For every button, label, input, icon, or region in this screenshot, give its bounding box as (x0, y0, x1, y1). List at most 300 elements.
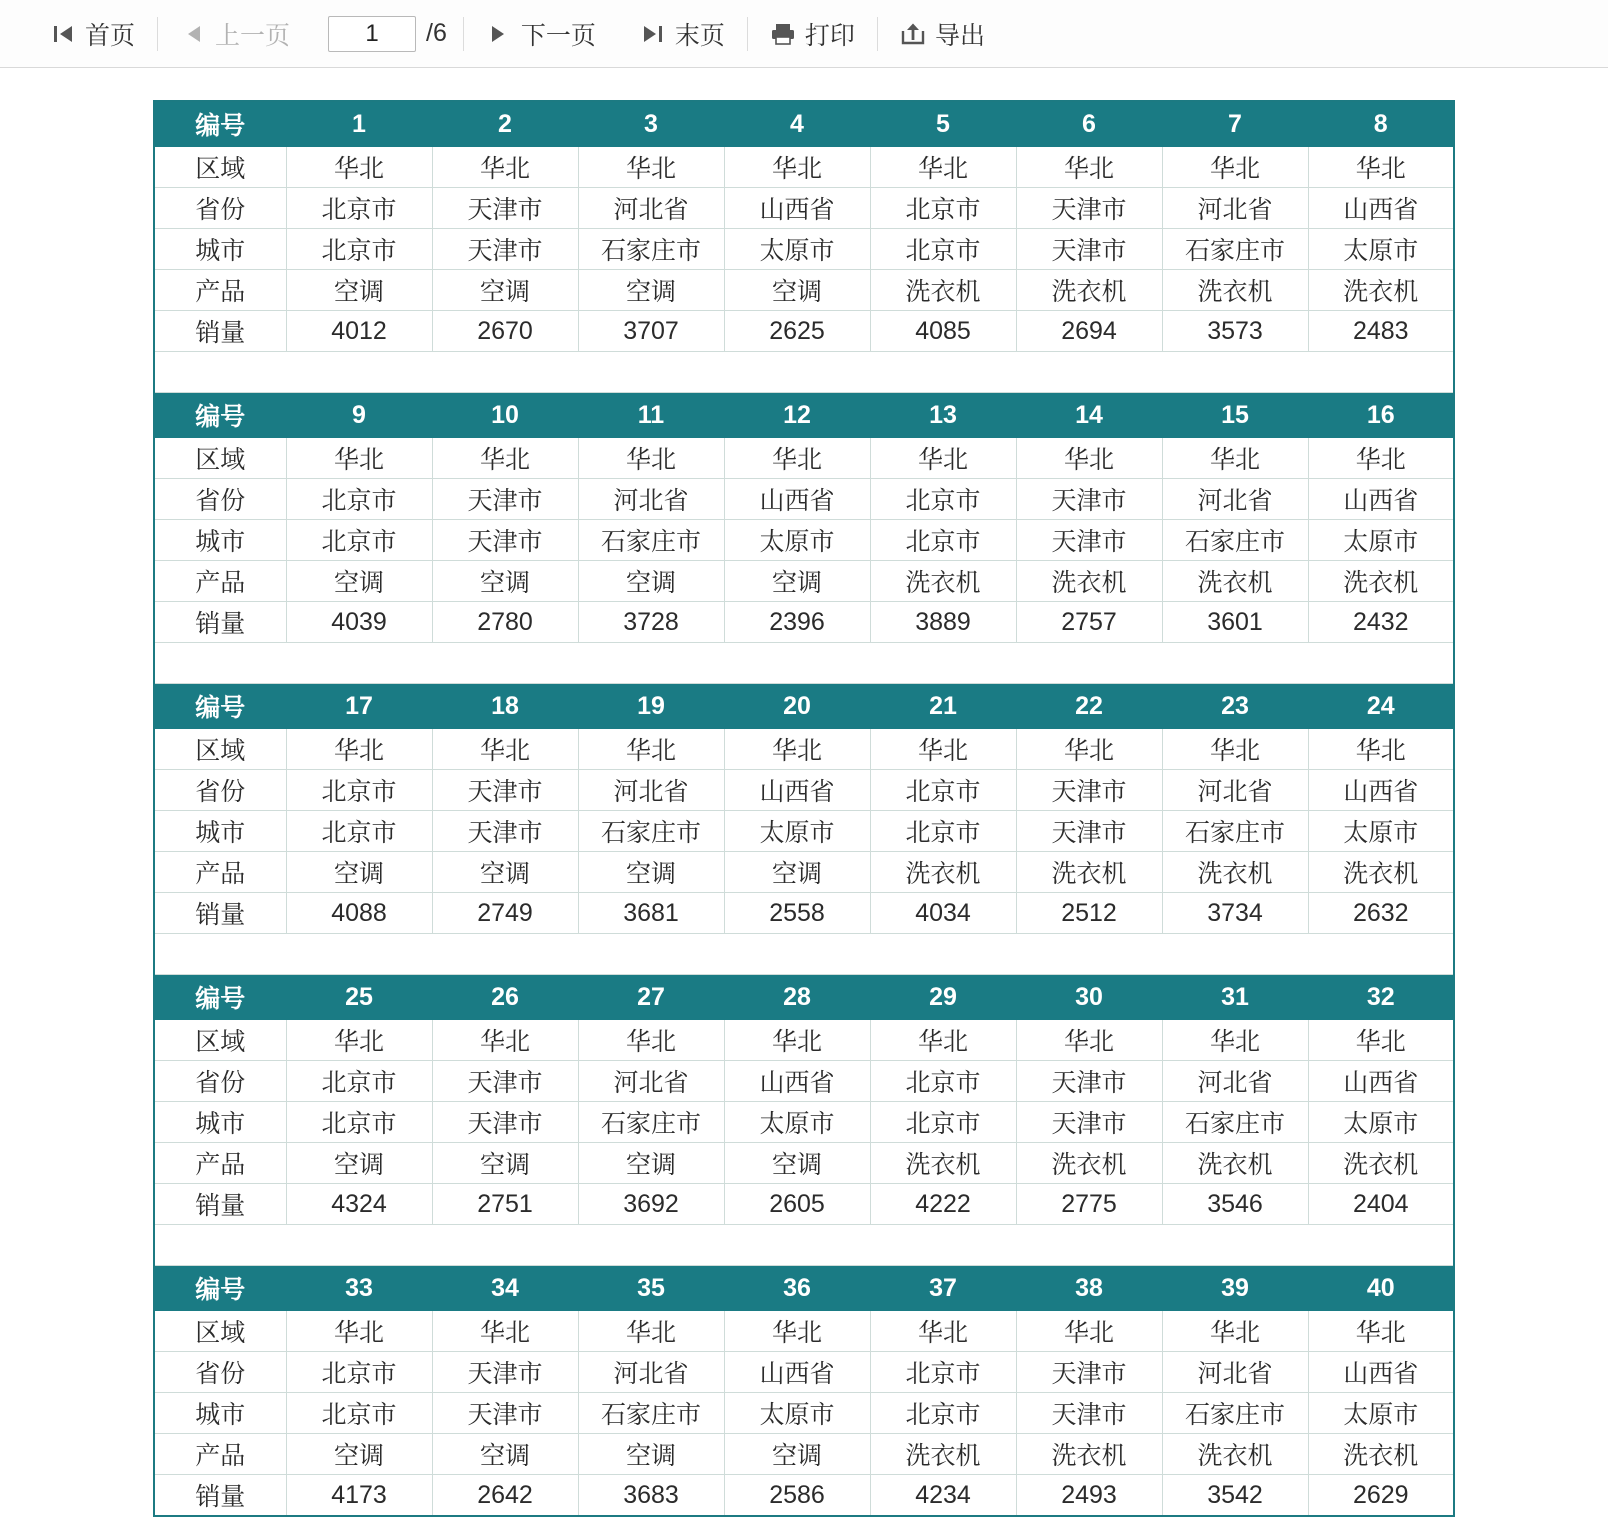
data-cell: 北京市 (286, 520, 432, 561)
data-cell: 山西省 (724, 188, 870, 229)
table-row (154, 229, 1454, 270)
table-row (154, 602, 1454, 643)
data-cell: 2780 (432, 602, 578, 643)
data-cell: 河北省 (578, 1061, 724, 1102)
data-cell: 天津市 (432, 520, 578, 561)
data-cell: 华北 (578, 1020, 724, 1061)
data-cell: 太原市 (724, 1102, 870, 1143)
data-cell: 2493 (1016, 1475, 1162, 1517)
row-label-cell: 省份 (154, 188, 286, 229)
data-cell: 洗衣机 (1162, 1143, 1308, 1184)
data-cell: 太原市 (1308, 520, 1454, 561)
table-row (154, 852, 1454, 893)
data-cell: 石家庄市 (1162, 520, 1308, 561)
data-cell: 空调 (724, 852, 870, 893)
column-number-cell: 27 (578, 975, 724, 1020)
row-label-cell: 销量 (154, 1184, 286, 1225)
column-number-cell: 20 (724, 684, 870, 729)
data-cell: 北京市 (286, 1393, 432, 1434)
data-cell: 洗衣机 (1308, 1143, 1454, 1184)
data-cell: 2432 (1308, 602, 1454, 643)
row-label-cell: 省份 (154, 770, 286, 811)
data-cell: 华北 (724, 1020, 870, 1061)
data-cell: 河北省 (578, 1352, 724, 1393)
column-number-cell: 26 (432, 975, 578, 1020)
table-row (154, 1393, 1454, 1434)
export-button[interactable] (878, 12, 1007, 56)
page-number-group (312, 16, 463, 52)
column-number-cell: 37 (870, 1266, 1016, 1311)
row-label-cell: 编号 (154, 684, 286, 729)
data-cell: 华北 (1016, 147, 1162, 188)
group-separator (154, 934, 1454, 975)
data-cell: 华北 (724, 147, 870, 188)
page-total-label: /6 (426, 19, 447, 47)
data-cell: 2775 (1016, 1184, 1162, 1225)
table-header-row (154, 975, 1454, 1020)
data-cell: 空调 (286, 1434, 432, 1475)
data-cell: 洗衣机 (870, 1434, 1016, 1475)
data-cell: 北京市 (870, 811, 1016, 852)
data-cell: 北京市 (286, 188, 432, 229)
row-label-cell: 城市 (154, 229, 286, 270)
export-label: 导出 (934, 21, 985, 50)
data-cell: 天津市 (432, 229, 578, 270)
column-number-cell: 11 (578, 393, 724, 438)
table-row (154, 561, 1454, 602)
data-cell: 石家庄市 (578, 1102, 724, 1143)
row-label-cell: 产品 (154, 1143, 286, 1184)
column-number-cell: 36 (724, 1266, 870, 1311)
data-cell: 北京市 (286, 479, 432, 520)
data-cell: 洗衣机 (1016, 852, 1162, 893)
data-cell: 山西省 (1308, 770, 1454, 811)
data-cell: 天津市 (432, 1102, 578, 1143)
data-cell: 2605 (724, 1184, 870, 1225)
data-cell: 河北省 (1162, 188, 1308, 229)
data-cell: 河北省 (1162, 1061, 1308, 1102)
column-number-cell: 17 (286, 684, 432, 729)
data-cell: 2558 (724, 893, 870, 934)
data-cell: 2670 (432, 311, 578, 352)
data-cell: 2642 (432, 1475, 578, 1517)
table-row (154, 311, 1454, 352)
data-cell: 4222 (870, 1184, 1016, 1225)
data-cell: 空调 (286, 270, 432, 311)
data-cell: 空调 (432, 561, 578, 602)
data-cell: 华北 (1016, 729, 1162, 770)
column-number-cell: 3 (578, 101, 724, 147)
table-row (154, 1475, 1454, 1517)
data-cell: 北京市 (286, 1352, 432, 1393)
data-cell: 空调 (286, 852, 432, 893)
report-toolbar (0, 0, 1608, 68)
sales-report-table (153, 100, 1455, 1517)
data-cell: 2483 (1308, 311, 1454, 352)
data-cell: 华北 (578, 1311, 724, 1352)
data-cell: 华北 (1162, 729, 1308, 770)
data-cell: 空调 (432, 1143, 578, 1184)
data-cell: 太原市 (724, 1393, 870, 1434)
data-cell: 华北 (286, 147, 432, 188)
data-cell: 北京市 (870, 520, 1016, 561)
data-cell: 空调 (724, 1143, 870, 1184)
data-cell: 华北 (432, 147, 578, 188)
data-cell: 4012 (286, 311, 432, 352)
data-cell: 太原市 (724, 811, 870, 852)
first-page-label: 首页 (85, 21, 136, 50)
print-label: 打印 (804, 21, 855, 50)
row-label-cell: 省份 (154, 479, 286, 520)
row-label-cell: 城市 (154, 520, 286, 561)
data-cell: 石家庄市 (578, 520, 724, 561)
data-cell: 华北 (1016, 1311, 1162, 1352)
table-row (154, 1102, 1454, 1143)
table-row (154, 438, 1454, 479)
row-label-cell: 编号 (154, 393, 286, 438)
data-cell: 空调 (724, 270, 870, 311)
group-separator-cell (154, 934, 1454, 975)
group-separator (154, 1225, 1454, 1266)
data-cell: 华北 (432, 1020, 578, 1061)
data-cell: 太原市 (1308, 1102, 1454, 1143)
data-cell: 石家庄市 (1162, 811, 1308, 852)
table-header-row (154, 393, 1454, 438)
row-label-cell: 编号 (154, 1266, 286, 1311)
data-cell: 太原市 (1308, 229, 1454, 270)
data-cell: 华北 (1162, 147, 1308, 188)
column-number-cell: 34 (432, 1266, 578, 1311)
data-cell: 天津市 (1016, 520, 1162, 561)
data-cell: 天津市 (1016, 1352, 1162, 1393)
column-number-cell: 24 (1308, 684, 1454, 729)
data-cell: 空调 (578, 1434, 724, 1475)
column-number-cell: 30 (1016, 975, 1162, 1020)
data-cell: 空调 (432, 1434, 578, 1475)
row-label-cell: 销量 (154, 602, 286, 643)
row-label-cell: 区域 (154, 1311, 286, 1352)
last-page-label: 末页 (674, 21, 725, 50)
table-row (154, 1311, 1454, 1352)
column-number-cell: 22 (1016, 684, 1162, 729)
data-cell: 华北 (1308, 147, 1454, 188)
data-cell: 3707 (578, 311, 724, 352)
next-page-button[interactable] (464, 12, 618, 56)
data-cell: 北京市 (286, 770, 432, 811)
data-cell: 华北 (578, 147, 724, 188)
data-cell: 3728 (578, 602, 724, 643)
row-label-cell: 编号 (154, 975, 286, 1020)
table-row (154, 770, 1454, 811)
group-separator-cell (154, 643, 1454, 684)
data-cell: 山西省 (724, 1352, 870, 1393)
data-cell: 天津市 (432, 1352, 578, 1393)
data-cell: 北京市 (870, 1102, 1016, 1143)
data-cell: 北京市 (870, 1393, 1016, 1434)
data-cell: 山西省 (1308, 479, 1454, 520)
column-number-cell: 32 (1308, 975, 1454, 1020)
data-cell: 华北 (1162, 1311, 1308, 1352)
data-cell: 华北 (1162, 438, 1308, 479)
next-page-label: 下一页 (520, 21, 596, 50)
page-number-input[interactable] (328, 16, 416, 52)
data-cell: 华北 (432, 1311, 578, 1352)
data-cell: 河北省 (578, 479, 724, 520)
next-page-icon (486, 21, 512, 47)
data-cell: 空调 (724, 561, 870, 602)
row-label-cell: 区域 (154, 729, 286, 770)
data-cell: 河北省 (578, 770, 724, 811)
data-cell: 2512 (1016, 893, 1162, 934)
column-number-cell: 7 (1162, 101, 1308, 147)
data-cell: 山西省 (1308, 1352, 1454, 1393)
data-cell: 2632 (1308, 893, 1454, 934)
column-number-cell: 31 (1162, 975, 1308, 1020)
data-cell: 天津市 (1016, 479, 1162, 520)
data-cell: 空调 (432, 852, 578, 893)
column-number-cell: 23 (1162, 684, 1308, 729)
group-separator (154, 352, 1454, 393)
data-cell: 4324 (286, 1184, 432, 1225)
data-cell: 空调 (578, 852, 724, 893)
data-cell: 天津市 (1016, 1393, 1162, 1434)
table-header-row (154, 101, 1454, 147)
column-number-cell: 28 (724, 975, 870, 1020)
data-cell: 华北 (286, 1311, 432, 1352)
data-cell: 太原市 (1308, 1393, 1454, 1434)
data-cell: 石家庄市 (1162, 1393, 1308, 1434)
table-row (154, 811, 1454, 852)
data-cell: 3683 (578, 1475, 724, 1517)
data-cell: 2629 (1308, 1475, 1454, 1517)
data-cell: 河北省 (1162, 1352, 1308, 1393)
data-cell: 华北 (432, 438, 578, 479)
column-number-cell: 13 (870, 393, 1016, 438)
table-header-row (154, 684, 1454, 729)
data-cell: 北京市 (286, 1102, 432, 1143)
column-number-cell: 33 (286, 1266, 432, 1311)
data-cell: 4088 (286, 893, 432, 934)
data-cell: 山西省 (1308, 188, 1454, 229)
data-cell: 华北 (286, 438, 432, 479)
data-cell: 北京市 (870, 188, 1016, 229)
data-cell: 北京市 (286, 811, 432, 852)
data-cell: 华北 (870, 1020, 1016, 1061)
data-cell: 天津市 (1016, 229, 1162, 270)
row-label-cell: 销量 (154, 311, 286, 352)
data-cell: 天津市 (432, 1393, 578, 1434)
data-cell: 河北省 (578, 188, 724, 229)
data-cell: 洗衣机 (870, 1143, 1016, 1184)
data-cell: 华北 (1308, 438, 1454, 479)
data-cell: 华北 (578, 438, 724, 479)
row-label-cell: 产品 (154, 1434, 286, 1475)
row-label-cell: 区域 (154, 147, 286, 188)
data-cell: 北京市 (286, 229, 432, 270)
data-cell: 3889 (870, 602, 1016, 643)
data-cell: 华北 (1016, 438, 1162, 479)
row-label-cell: 区域 (154, 438, 286, 479)
row-label-cell: 城市 (154, 1393, 286, 1434)
data-cell: 北京市 (870, 1352, 1016, 1393)
column-number-cell: 1 (286, 101, 432, 147)
row-label-cell: 销量 (154, 1475, 286, 1517)
table-row (154, 1020, 1454, 1061)
table-row (154, 520, 1454, 561)
data-cell: 石家庄市 (578, 229, 724, 270)
data-cell: 2625 (724, 311, 870, 352)
group-separator-cell (154, 352, 1454, 393)
prev-page-label: 上一页 (215, 21, 291, 50)
data-cell: 洗衣机 (1308, 270, 1454, 311)
data-cell: 2757 (1016, 602, 1162, 643)
data-cell: 山西省 (724, 479, 870, 520)
first-page-button[interactable] (28, 12, 157, 56)
column-number-cell: 12 (724, 393, 870, 438)
data-cell: 华北 (1162, 1020, 1308, 1061)
data-cell: 天津市 (432, 188, 578, 229)
column-number-cell: 6 (1016, 101, 1162, 147)
data-cell: 天津市 (1016, 770, 1162, 811)
column-number-cell: 16 (1308, 393, 1454, 438)
column-number-cell: 14 (1016, 393, 1162, 438)
data-cell: 3681 (578, 893, 724, 934)
data-cell: 天津市 (1016, 188, 1162, 229)
table-row (154, 188, 1454, 229)
data-cell: 华北 (1308, 1020, 1454, 1061)
table-row (154, 270, 1454, 311)
first-page-icon (50, 21, 76, 47)
column-number-cell: 25 (286, 975, 432, 1020)
table-row (154, 1061, 1454, 1102)
data-cell: 华北 (724, 729, 870, 770)
table-row (154, 1184, 1454, 1225)
table-row (154, 1434, 1454, 1475)
data-cell: 2404 (1308, 1184, 1454, 1225)
column-number-cell: 8 (1308, 101, 1454, 147)
column-number-cell: 2 (432, 101, 578, 147)
data-cell: 空调 (724, 1434, 870, 1475)
row-label-cell: 产品 (154, 561, 286, 602)
data-cell: 2396 (724, 602, 870, 643)
table-row (154, 729, 1454, 770)
data-cell: 北京市 (870, 770, 1016, 811)
data-cell: 天津市 (1016, 1102, 1162, 1143)
data-cell: 华北 (870, 438, 1016, 479)
data-cell: 洗衣机 (1162, 1434, 1308, 1475)
print-button[interactable] (748, 12, 877, 56)
table-header-row (154, 1266, 1454, 1311)
data-cell: 2586 (724, 1475, 870, 1517)
data-cell: 洗衣机 (1308, 852, 1454, 893)
printer-icon (770, 21, 796, 47)
data-cell: 空调 (578, 1143, 724, 1184)
data-cell: 3546 (1162, 1184, 1308, 1225)
table-row (154, 479, 1454, 520)
data-cell: 洗衣机 (1016, 1434, 1162, 1475)
export-icon (900, 21, 926, 47)
data-cell: 天津市 (432, 770, 578, 811)
data-cell: 北京市 (286, 1061, 432, 1102)
data-cell: 洗衣机 (1016, 561, 1162, 602)
data-cell: 石家庄市 (1162, 1102, 1308, 1143)
row-label-cell: 区域 (154, 1020, 286, 1061)
data-cell: 华北 (1016, 1020, 1162, 1061)
data-cell: 华北 (870, 147, 1016, 188)
data-cell: 华北 (870, 1311, 1016, 1352)
data-cell: 河北省 (1162, 770, 1308, 811)
data-cell: 空调 (286, 561, 432, 602)
data-cell: 山西省 (1308, 1061, 1454, 1102)
data-cell: 洗衣机 (1016, 270, 1162, 311)
column-number-cell: 10 (432, 393, 578, 438)
row-label-cell: 城市 (154, 1102, 286, 1143)
row-label-cell: 产品 (154, 852, 286, 893)
data-cell: 北京市 (870, 479, 1016, 520)
column-number-cell: 5 (870, 101, 1016, 147)
table-row (154, 1352, 1454, 1393)
data-cell: 华北 (578, 729, 724, 770)
data-cell: 4234 (870, 1475, 1016, 1517)
group-separator-cell (154, 1225, 1454, 1266)
data-cell: 洗衣机 (1162, 270, 1308, 311)
data-cell: 空调 (578, 561, 724, 602)
data-cell: 4085 (870, 311, 1016, 352)
prev-page-icon (180, 21, 206, 47)
prev-page-button[interactable] (158, 12, 312, 56)
data-cell: 天津市 (432, 479, 578, 520)
data-cell: 山西省 (724, 1061, 870, 1102)
data-cell: 4034 (870, 893, 1016, 934)
data-cell: 2694 (1016, 311, 1162, 352)
data-cell: 华北 (724, 1311, 870, 1352)
data-cell: 太原市 (724, 229, 870, 270)
data-cell: 华北 (724, 438, 870, 479)
data-cell: 天津市 (1016, 811, 1162, 852)
column-number-cell: 29 (870, 975, 1016, 1020)
column-number-cell: 40 (1308, 1266, 1454, 1311)
column-number-cell: 18 (432, 684, 578, 729)
data-cell: 天津市 (432, 811, 578, 852)
data-cell: 华北 (286, 729, 432, 770)
row-label-cell: 城市 (154, 811, 286, 852)
row-label-cell: 产品 (154, 270, 286, 311)
table-row (154, 893, 1454, 934)
data-cell: 空调 (578, 270, 724, 311)
data-cell: 洗衣机 (1162, 561, 1308, 602)
group-separator (154, 643, 1454, 684)
data-cell: 华北 (286, 1020, 432, 1061)
data-cell: 3542 (1162, 1475, 1308, 1517)
column-number-cell: 21 (870, 684, 1016, 729)
data-cell: 洗衣机 (870, 561, 1016, 602)
data-cell: 北京市 (870, 229, 1016, 270)
data-cell: 3692 (578, 1184, 724, 1225)
data-cell: 石家庄市 (1162, 229, 1308, 270)
last-page-icon (640, 21, 666, 47)
last-page-button[interactable] (618, 12, 747, 56)
data-cell: 2749 (432, 893, 578, 934)
column-number-cell: 4 (724, 101, 870, 147)
data-cell: 太原市 (1308, 811, 1454, 852)
data-cell: 空调 (286, 1143, 432, 1184)
column-number-cell: 19 (578, 684, 724, 729)
data-cell: 4039 (286, 602, 432, 643)
data-cell: 4173 (286, 1475, 432, 1517)
data-cell: 河北省 (1162, 479, 1308, 520)
column-number-cell: 15 (1162, 393, 1308, 438)
data-cell: 2751 (432, 1184, 578, 1225)
